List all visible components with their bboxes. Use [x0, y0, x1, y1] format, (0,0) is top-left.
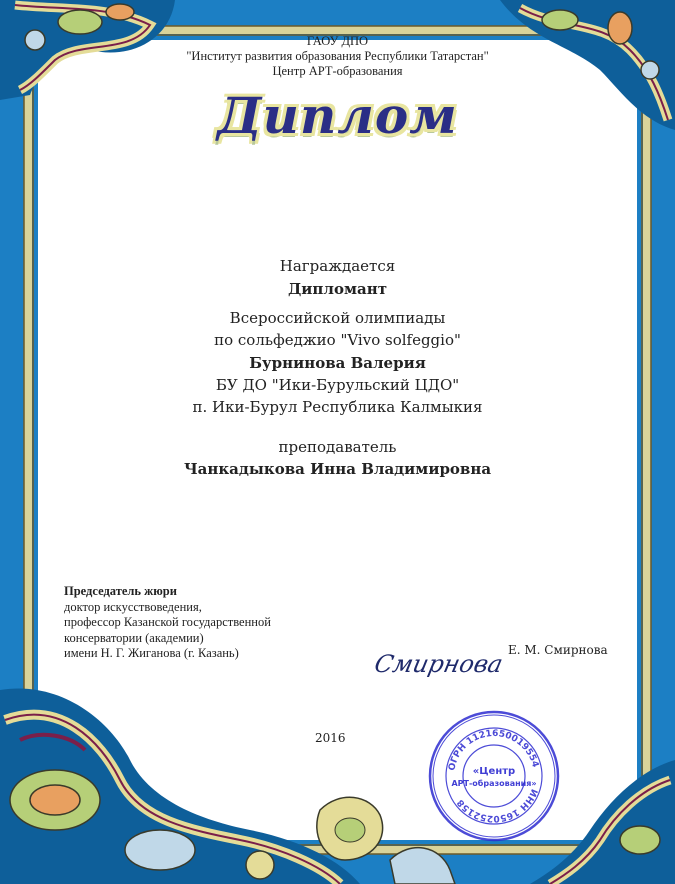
official-stamp — [426, 708, 562, 844]
school-name: БУ ДО "Ики-Бурульский ЦДО" — [215, 376, 460, 394]
organization-line-2: "Институт развития образования Республики Татарстан" — [186, 49, 489, 63]
student-name: Бурнинова Валерия — [249, 354, 426, 372]
school-location: п. Ики-Бурул Республика Калмыкия — [192, 398, 483, 416]
stamp-inn: ИНН 1650252158 — [455, 787, 539, 824]
signature-script: Смирнова — [371, 649, 506, 678]
signature — [371, 640, 506, 685]
stamp-ogrn: ОГРН 1121650019554 — [447, 728, 540, 772]
organization-line-1: ГАОУ ДПО — [306, 34, 369, 48]
jury-line-1: доктор искусствоведения, — [64, 599, 202, 614]
teacher-label: преподаватель — [278, 438, 397, 456]
organization-line-3: Центр АРТ-образования — [272, 64, 403, 78]
event-line-1: Всероссийской олимпиады — [229, 309, 446, 327]
award-status: Дипломант — [287, 280, 388, 298]
bottom-left-ornament — [0, 688, 360, 884]
jury-line-2: профессор Казанской государственной — [64, 615, 271, 630]
event-line-2: по сольфеджио "Vivo solfeggio" — [214, 331, 461, 349]
jury-block — [64, 584, 271, 662]
jury-title: Председатель жюри — [64, 584, 177, 598]
signatory-name: Е. М. Смирнова — [508, 643, 608, 657]
award-intro: Награждается — [279, 257, 396, 275]
teacher-name: Чанкадыкова Инна Владимировна — [183, 460, 492, 478]
diploma-title: Диплом — [217, 86, 458, 145]
stamp-center-line-1: «Центр — [472, 766, 516, 777]
diploma-year: 2016 — [315, 731, 346, 745]
jury-line-3: консерватории (академии) — [64, 630, 204, 645]
stamp-center-line-2: АРТ-образования» — [451, 779, 537, 788]
jury-line-4: имени Н. Г. Жиганова (г. Казань) — [64, 646, 239, 661]
